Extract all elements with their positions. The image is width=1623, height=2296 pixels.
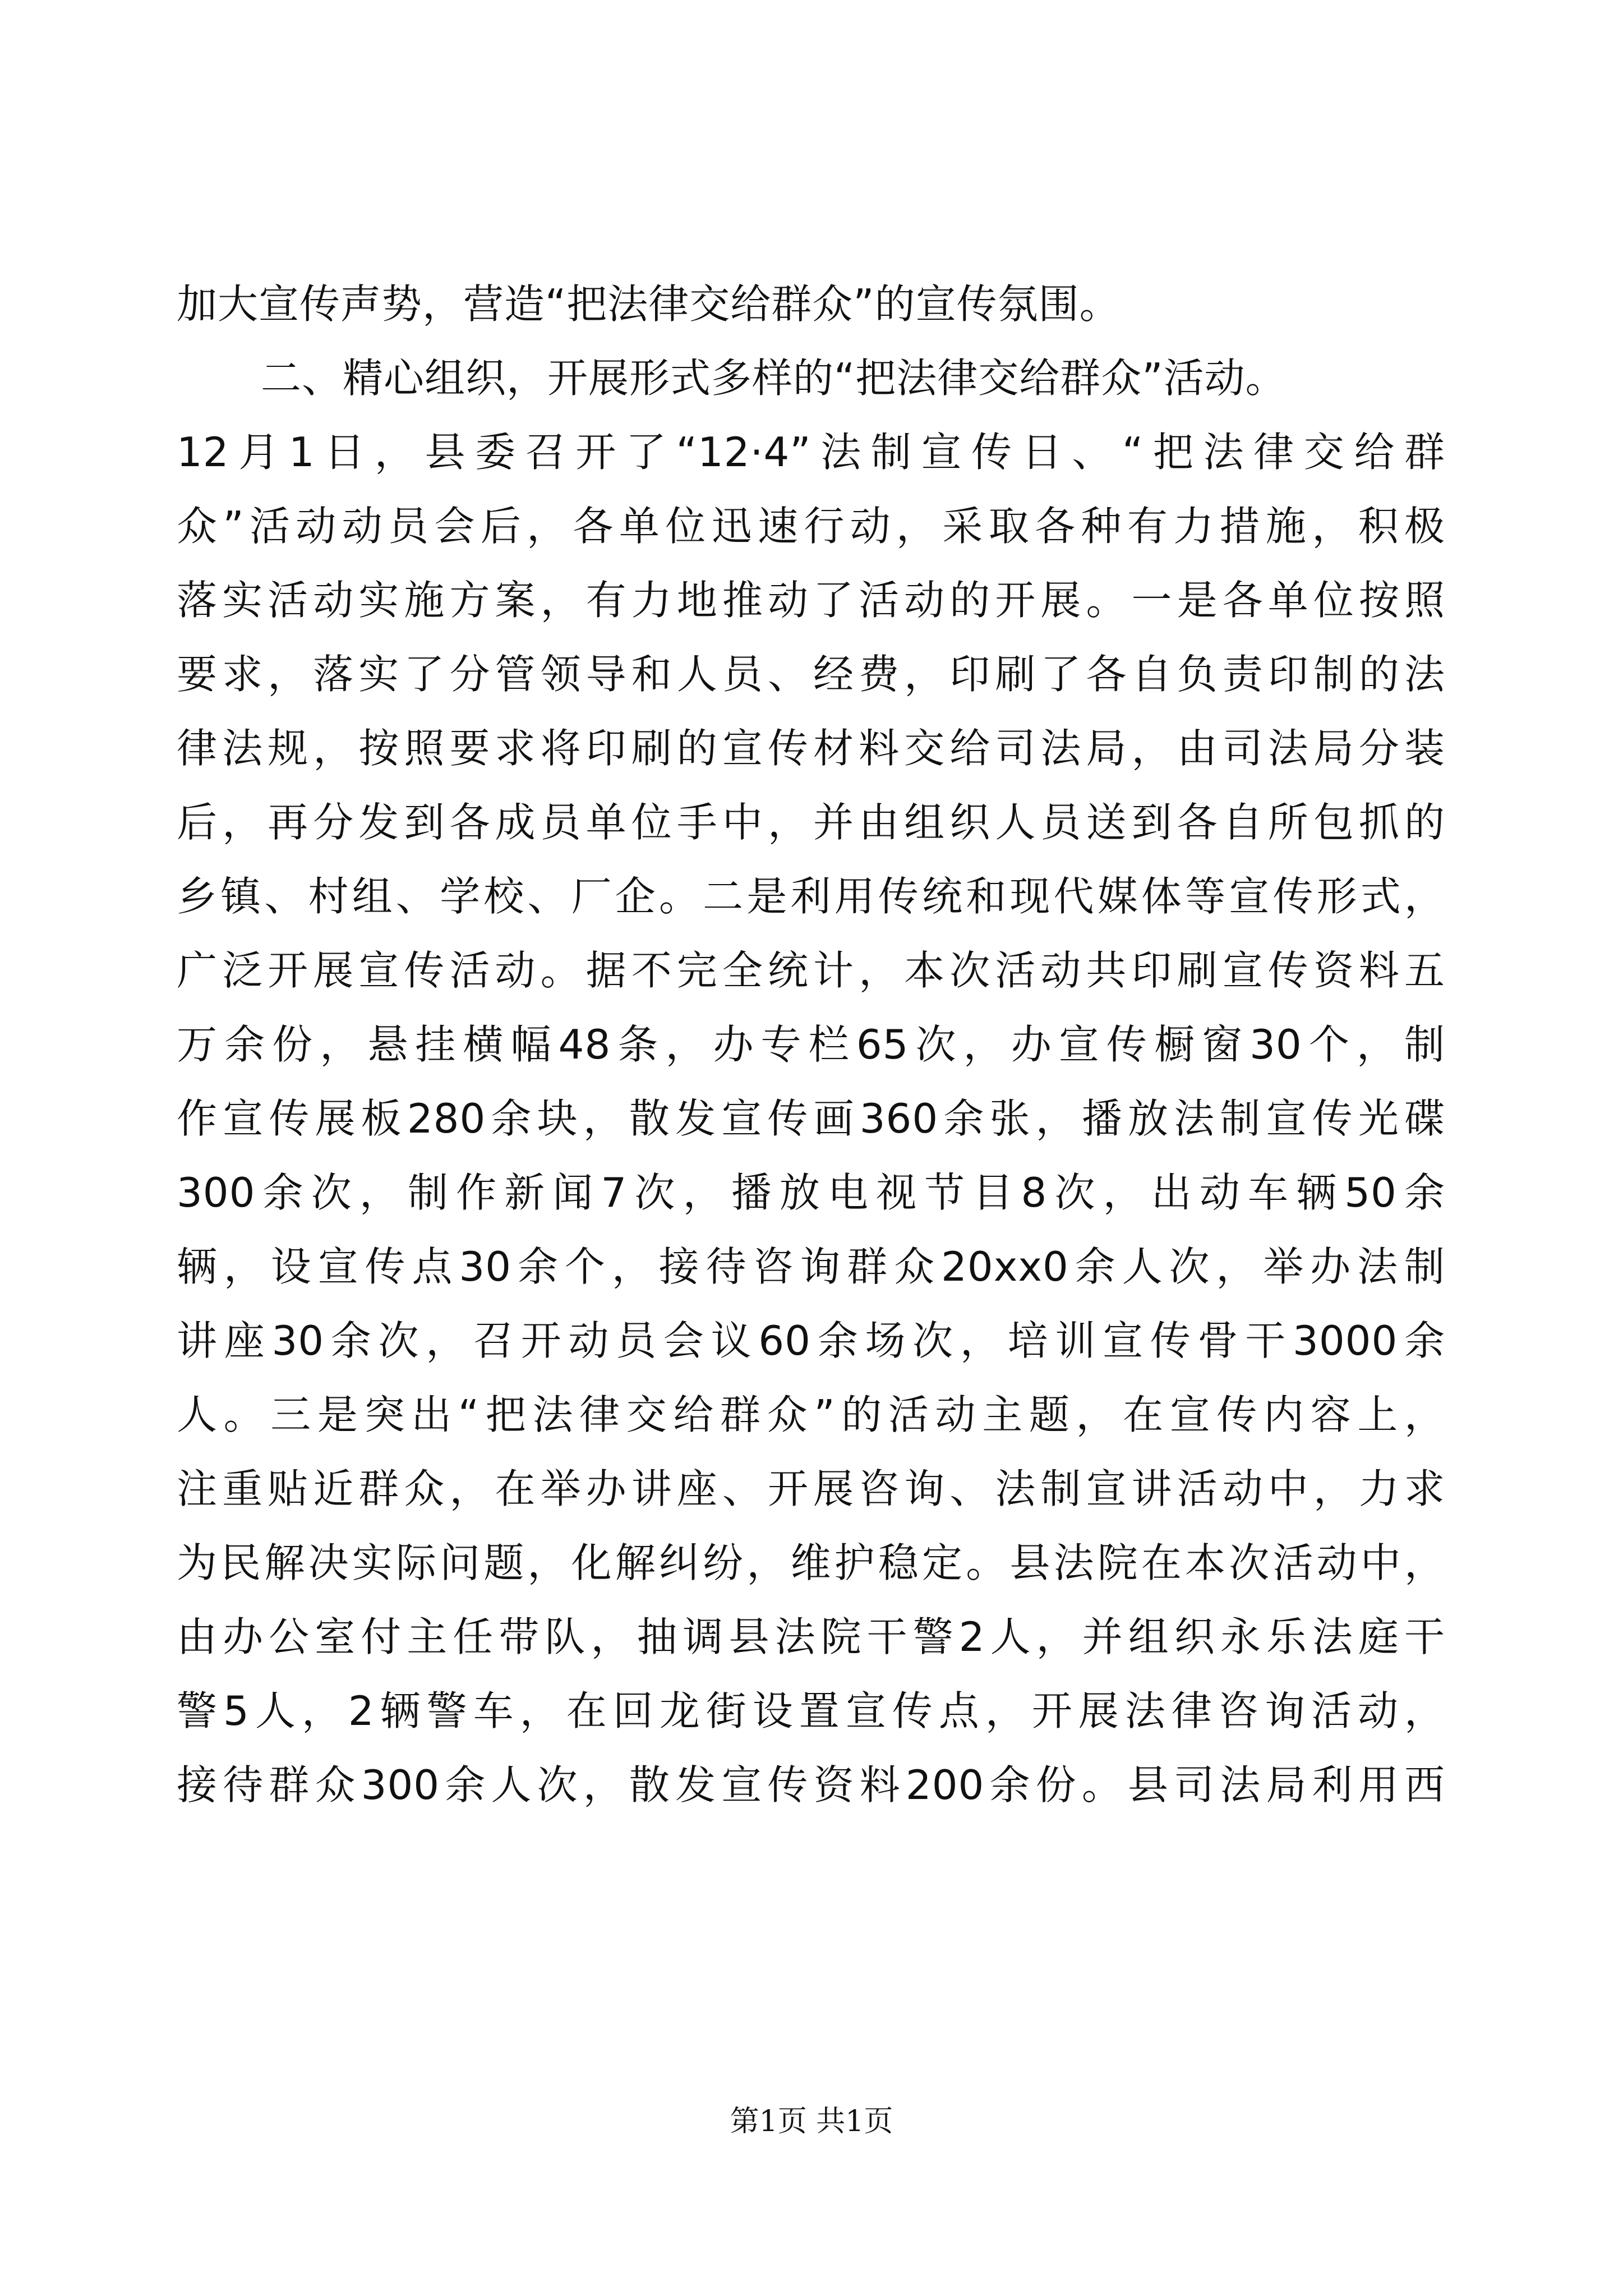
text-line: 人。三是突出“把法律交给群众”的活动主题，在宣传内容上， <box>177 1391 1445 1438</box>
page-number-footer: 第1页 共1页 <box>730 2105 893 2138</box>
text-line: 乡镇、村组、学校、厂企。二是利用传统和现代媒体等宣传形式， <box>177 873 1445 920</box>
text-line: 二、精心组织，开展形式多样的“把法律交给群众”活动。 <box>261 355 1287 402</box>
text-line: 万余份，悬挂横幅48条，办专栏65次，办宣传橱窗30个，制 <box>177 1021 1445 1068</box>
text-line: 辆，设宣传点30余个，接待咨询群众20xx0余人次，举办法制 <box>177 1243 1445 1290</box>
text-line: 警5人，2辆警车，在回龙街设置宣传点，开展法律咨询活动， <box>177 1687 1445 1734</box>
text-line: 为民解决实际问题，化解纠纷，维护稳定。县法院在本次活动中， <box>177 1539 1445 1586</box>
text-line: 由办公室付主任带队，抽调县法院干警2人，并组织永乐法庭干 <box>177 1613 1445 1660</box>
text-line: 广泛开展宣传活动。据不完全统计，本次活动共印刷宣传资料五 <box>177 947 1445 994</box>
text-line: 后，再分发到各成员单位手中，并由组织人员送到各自所包抓的 <box>177 799 1445 846</box>
text-line: 作宣传展板280余块，散发宣传画360余张，播放法制宣传光碟 <box>177 1095 1445 1142</box>
text-line: 律法规，按照要求将印刷的宣传材料交给司法局，由司法局分装 <box>177 725 1445 772</box>
text-line: 要求，落实了分管领导和人员、经费，印刷了各自负责印制的法 <box>177 651 1445 698</box>
text-line: 300余次，制作新闻7次，播放电视节目8次，出动车辆50余 <box>177 1169 1445 1216</box>
text-line: 讲座30余次，召开动员会议60余场次，培训宣传骨干3000余 <box>177 1317 1445 1364</box>
text-line: 注重贴近群众，在举办讲座、开展咨询、法制宣讲活动中，力求 <box>177 1465 1445 1512</box>
text-line: 加大宣传声势，营造“把法律交给群众”的宣传氛围。 <box>177 280 1121 328</box>
document-body <box>177 267 1445 1822</box>
text-line: 12月1日，县委召开了“12·4”法制宣传日、“把法律交给群 <box>177 429 1445 476</box>
text-line: 接待群众300余人次，散发宣传资料200余份。县司法局利用西 <box>177 1761 1445 1809</box>
text-line: 落实活动实施方案，有力地推动了活动的开展。一是各单位按照 <box>177 577 1445 624</box>
text-line: 众”活动动员会后，各单位迅速行动，采取各种有力措施，积极 <box>177 503 1445 550</box>
